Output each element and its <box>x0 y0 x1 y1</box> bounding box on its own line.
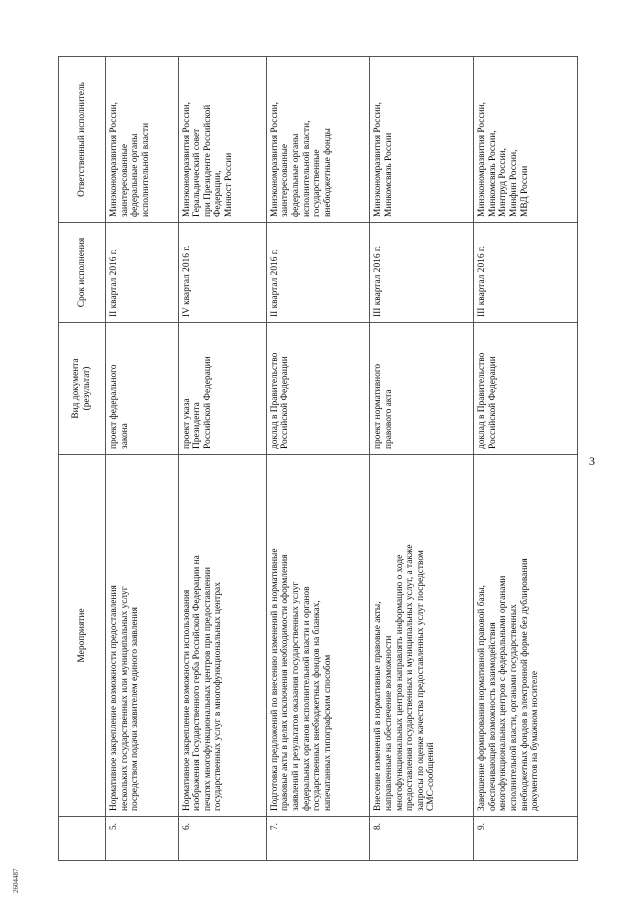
row-activity: Нормативное закрепление возможности предоставления нескольких государственных или муниципальных услуг посредством подачи заявителем единого заявления <box>106 455 179 817</box>
row-responsible: Минэкономразвития России, Минкомсвязь России <box>370 57 474 223</box>
row-responsible: Минэкономразвития России, Минкомсвязь России, Минтруд России, Минфин России, МВД России <box>474 57 578 223</box>
row-number: 7. <box>266 817 370 861</box>
table-row <box>266 57 370 861</box>
row-deadline: II квартал 2016 г. <box>106 223 179 323</box>
header-responsible: Ответственный исполнитель <box>59 57 106 223</box>
header-activity: Мероприятие <box>59 455 106 817</box>
row-number: 5. <box>106 817 179 861</box>
footer-code: 2604487 <box>12 868 20 893</box>
row-number: 9. <box>474 817 578 861</box>
table-row <box>106 57 179 861</box>
row-doc-type: проект указа Президента Российской Федерации <box>178 323 266 455</box>
row-activity: Внесение изменений в нормативные правовые акты, направленные на обеспечение возможности многофункциональных центров направлять информацию о ходе предоставления государственных и муниципальных услуг, а также запросы по оценке качества предоставленных услуг посредством СМС-сообщений <box>370 455 474 817</box>
row-activity: Нормативное закрепление возможности использования изображения Государственного герба Российской Федерации на печатях многофункциональных центров при предоставлении государственных услуг в многофункциональных центрах <box>178 455 266 817</box>
row-number: 6. <box>178 817 266 861</box>
table-header-row <box>59 57 106 861</box>
row-doc-type: проект нормативного правового акта <box>370 323 474 455</box>
row-number: 8. <box>370 817 474 861</box>
table-row <box>178 57 266 861</box>
row-deadline: III квартал 2016 г. <box>474 223 578 323</box>
row-responsible: Минэкономразвития России, заинтересованные федеральные органы исполнительной власти, государственные внебюджетные фонды <box>266 57 370 223</box>
page-number: 3 <box>589 454 595 468</box>
table-row <box>370 57 474 861</box>
action-plan-table <box>58 56 578 861</box>
header-deadline: Срок исполнения <box>59 223 106 323</box>
row-doc-type: доклад в Правительство Российской Федерации <box>266 323 370 455</box>
row-doc-type: доклад в Правительство Российской Федерации <box>474 323 578 455</box>
row-doc-type: проект федерального закона <box>106 323 179 455</box>
row-responsible: Минэкономразвития России, Геральдический совет при Президенте Российской Федерации, Минюст России <box>178 57 266 223</box>
row-deadline: III квартал 2016 г. <box>370 223 474 323</box>
row-deadline: II квартал 2016 г. <box>266 223 370 323</box>
header-doc-type: Вид документа (результат) <box>59 323 106 455</box>
header-number <box>59 817 106 861</box>
row-activity: Завершение формирования нормативной правовой базы, обеспечивающей возможность взаимодействия многофункциональных центров с федеральными органами исполнительной власти, органами государственных внебюджетных фондов в электронной форме без дублирования документов на бумажном носителе <box>474 455 578 817</box>
table-row <box>474 57 578 861</box>
row-deadline: IV квартал 2016 г. <box>178 223 266 323</box>
row-responsible: Минэкономразвития России, заинтересованные федеральные органы исполнительной власти <box>106 57 179 223</box>
row-activity: Подготовка предложений по внесению изменений в нормативные правовые акты в целях исключения необходимости оформления заявлений и результатов оказания государственных услуг федеральных органов исполнительной власти и органов государственных внебюджетных фондов на бланках, напечатанных типографским способом <box>266 455 370 817</box>
